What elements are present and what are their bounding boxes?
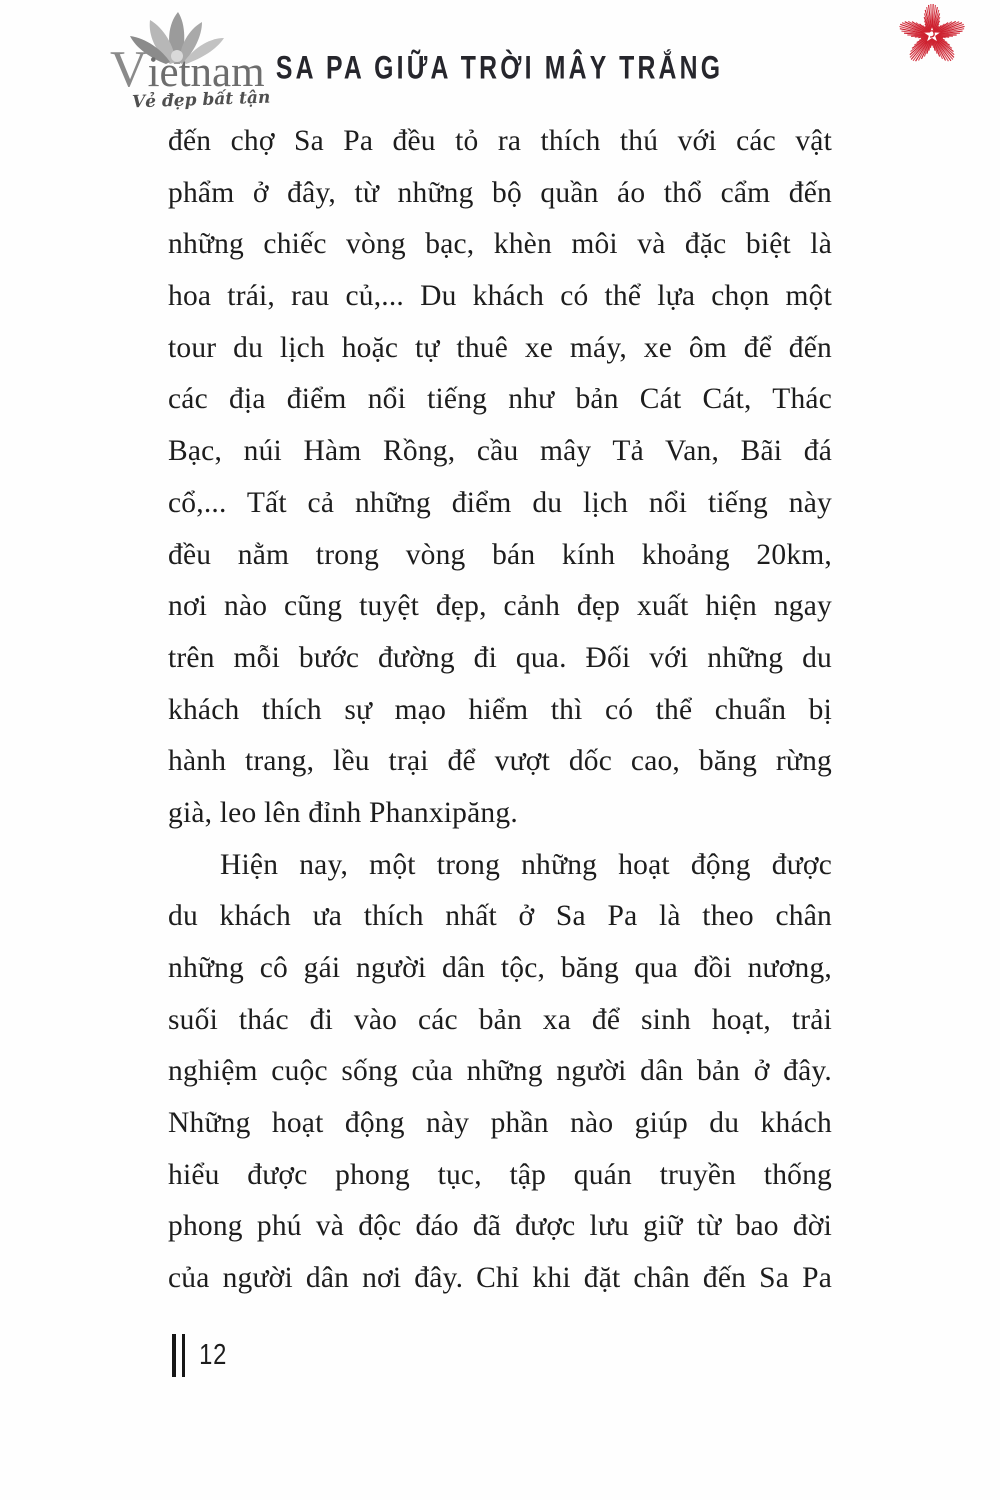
text-line: nghiệm cuộc sống của những người dân bản ở đây. [168,1055,832,1088]
publisher-starburst-icon [896,4,968,66]
text-line: đến chợ Sa Pa đều tỏ ra thích thú với các vật [168,125,832,157]
text-line: các địa điểm nổi tiếng như bản Cát Cát, Thác [168,383,832,416]
marker-bar [182,1334,186,1377]
brand-rest: ietnam [147,49,265,96]
text-line: nơi nào cũng tuyệt đẹp, cảnh đẹp xuất hiện ngay [168,590,832,623]
body-text [168,116,832,1305]
text-line: Bạc, núi Hàm Rồng, cầu mây Tả Van, Bãi đá [168,435,832,468]
text-line: khách thích sự mạo hiểm thì có thể chuẩn bị [168,693,832,726]
text-line: phẩm ở đây, từ những bộ quần áo thổ cẩm đến [168,176,832,209]
text-line: trên mỗi bước đường đi qua. Đối với những du [168,641,832,674]
text-line: già, leo lên đỉnh Phanxipăng. [168,796,518,829]
paragraph-2 [168,840,832,1305]
text-line: tour du lịch hoặc tự thuê xe máy, xe ôm để đến [168,331,832,364]
text-line: đều nằm trong vòng bán kính khoảng 20km, [168,538,832,571]
text-line: du khách ưa thích nhất ở Sa Pa là theo chân [168,900,832,933]
chapter-title-text: SA PA GIỮA TRỜI MÂY TRẮNG [276,49,724,86]
text-line: Hiện nay, một trong những hoạt động được [220,848,832,881]
text-line: cổ,... Tất cả những điểm du lịch nổi tiếng này [168,486,832,519]
page-number: 12 [199,1339,228,1371]
brand-tagline: Vẻ đẹp bất tận [131,87,271,113]
text-line: hiểu được phong tục, tập quán truyền thống [168,1158,832,1191]
page-footer [172,1334,230,1377]
text-line: hành trang, lều trại để vượt dốc cao, băng rừng [168,745,832,778]
text-line: của người dân nơi đây. Chỉ khi đặt chân đến Sa Pa [168,1262,832,1295]
chapter-title [0,50,1000,86]
paragraph-1 [168,116,832,840]
text-line: hoa trái, rau củ,... Du khách có thể lựa chọn một [168,280,832,313]
text-line: những chiếc vòng bạc, khèn môi và đặc biệt là [168,228,832,261]
marker-bar [172,1334,176,1377]
brand-initial: V [110,41,148,98]
text-line: những cô gái người dân tộc, băng qua đồi nương, [168,952,832,984]
text-line: suối thác đi vào các bản xa để sinh hoạt, trải [168,1003,832,1036]
text-line: Những hoạt động này phần nào giúp du khách [168,1107,832,1140]
page-number-marker [172,1334,185,1377]
text-line: phong phú và độc đáo đã được lưu giữ từ bao đời [168,1210,832,1243]
